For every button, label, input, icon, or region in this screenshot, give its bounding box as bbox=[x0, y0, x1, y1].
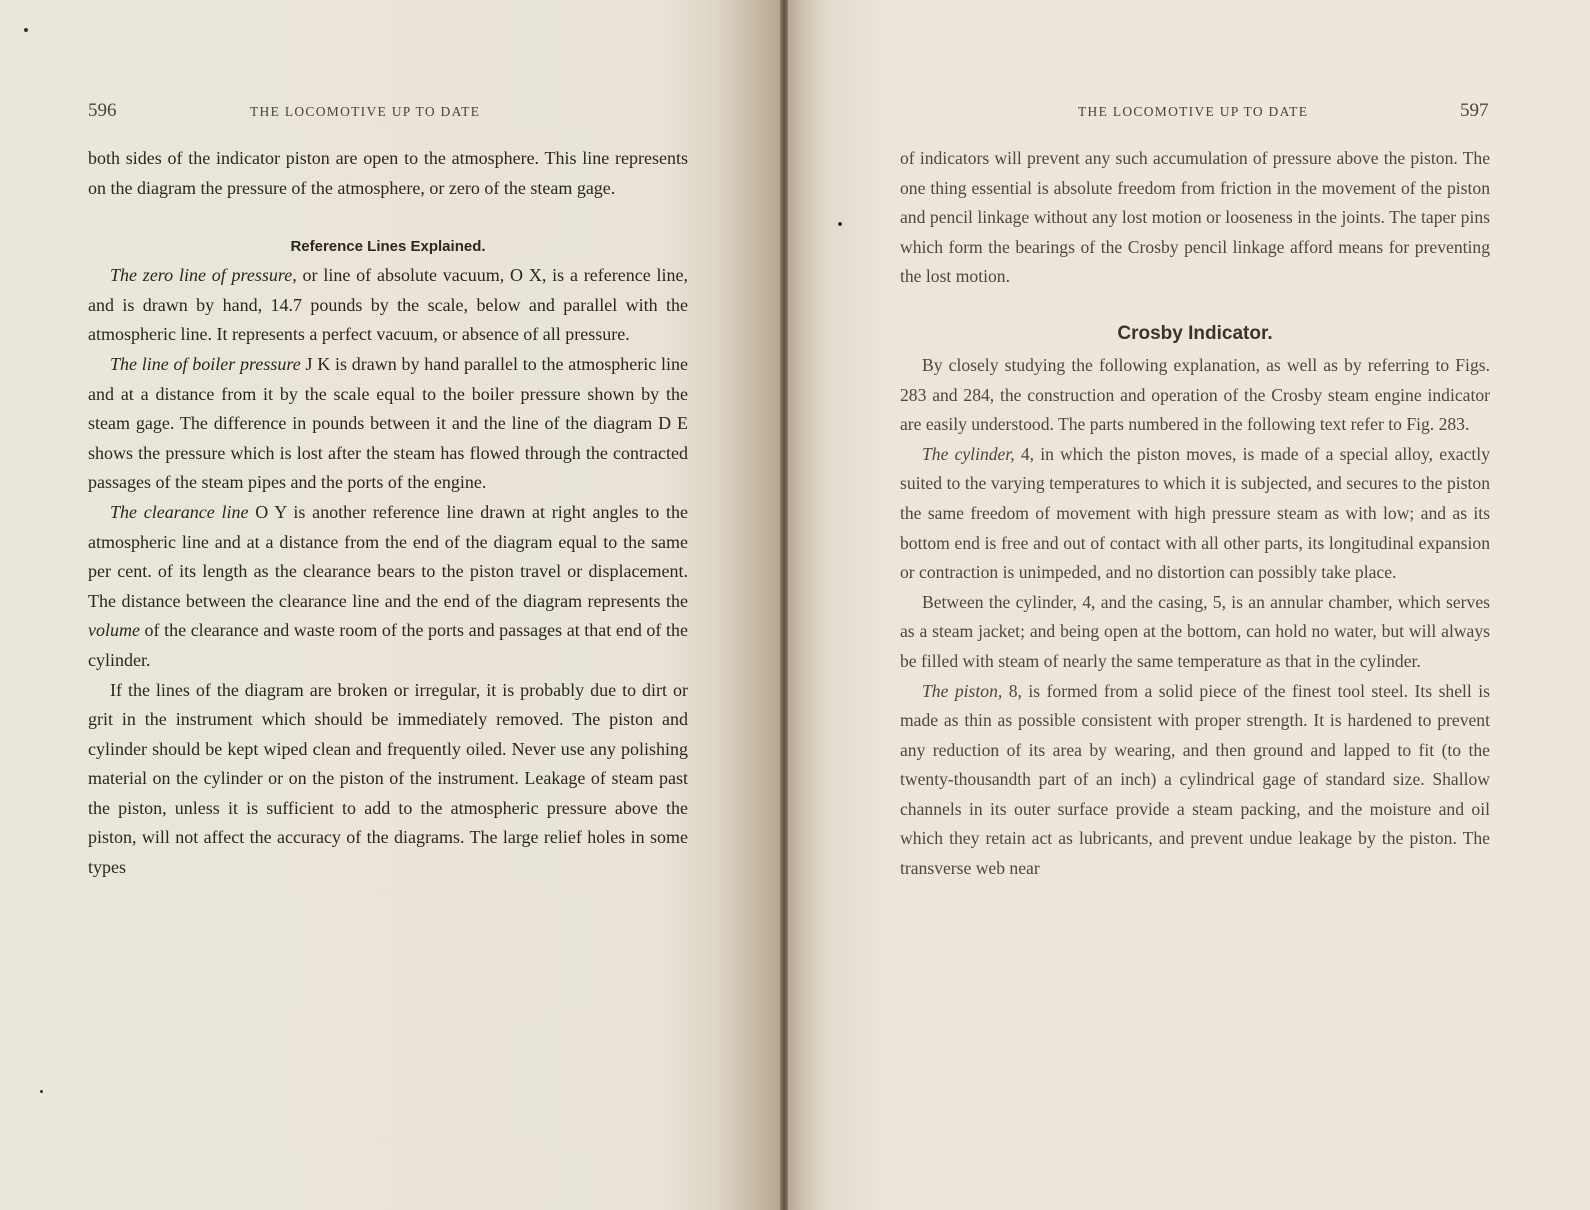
right-running-head bbox=[788, 100, 1590, 124]
paragraph: of indicators will prevent any such accumulation of pressure above the piston. The one thing essential is absolute freedom from friction in the movement of the piston and pencil linkage without any lost motion or looseness in the joints. The taper pins which form the bearings of the Crosby pencil linkage afford means for preventing the lost motion. bbox=[900, 148, 1490, 287]
paragraph-text: 8, is formed from a solid piece of the finest tool steel. Its shell is made as thin as possible consistent with proper strength. It is hardened to prevent any reduction of its area by wearing, and then ground and lapped to fit (to the twenty-thousandth part of an inch) a cylindrical gage of standard size. Shallow channels in its outer surface provide a steam packing, and the moisture and oil which they retain act as lubricants, and prevent undue leakage by the piston. The transverse web near bbox=[900, 680, 1490, 879]
paragraph: both sides of the indicator piston are open to the atmosphere. This line represents on the diagram the pressure of the atmosphere, or zero of the steam gage. bbox=[88, 148, 688, 198]
paragraph-text: or line of absolute vacuum, O X, is a reference line, and is drawn by hand, 14.7 pounds by the scale, below and parallel with the atmospheric line. It represents a perfect vacuum, or absence of all pressure. bbox=[88, 265, 688, 345]
paragraph-text: O Y is another reference line drawn at right angles to the atmospheric line and at a distance from the end of the diagram equal to the same per cent. of its length as the clearance bears to the piston travel or displacement. The distance between the clearance line and the end of the diagram represents the bbox=[88, 501, 688, 611]
page-number: 596 bbox=[88, 100, 117, 121]
italic-term: The zero line of pressure, bbox=[110, 265, 297, 286]
running-title: THE LOCOMOTIVE UP TO DATE bbox=[1078, 104, 1309, 119]
right-body-text bbox=[900, 144, 1490, 884]
book-gutter bbox=[780, 0, 788, 1210]
paragraph: If the lines of the diagram are broken or irregular, it is probably due to dirt or grit in the instrument which should be immediately removed. The piston and cylinder should be kept wiped clean and frequently oiled. Never use any polishing material on the cylinder or on the piston of the instrument. Leakage of steam past the piston, unless it is sufficient to add to the atmospheric pressure above the piston, will not affect the accuracy of the diagrams. The large relief holes in some types bbox=[88, 679, 688, 878]
italic-term: The cylinder, bbox=[922, 443, 1015, 464]
paragraph-text: J K is drawn by hand parallel to the atmospheric line and at a distance from it by the scale equal to the boiler pressure shown by the steam gage. The difference in pounds between it and the line of the diagram D E shows the pressure which is lost after the steam has flowed through the contracted passages of the steam pipes and the ports of the engine. bbox=[88, 353, 688, 493]
italic-term: volume bbox=[88, 620, 140, 641]
right-page bbox=[788, 0, 1590, 1210]
page-number: 597 bbox=[1460, 100, 1489, 121]
paper-speck bbox=[838, 222, 842, 226]
paragraph bbox=[88, 350, 688, 498]
paragraph bbox=[900, 677, 1490, 884]
paper-speck bbox=[24, 28, 28, 32]
section-heading: Crosby Indicator. bbox=[1117, 322, 1273, 344]
paragraph bbox=[88, 261, 688, 350]
paragraph-text: of the clearance and waste room of the ports and passages at that end of the cylinder. bbox=[88, 620, 688, 670]
section-heading: Reference Lines Explained. bbox=[290, 238, 486, 256]
left-body-text bbox=[88, 144, 688, 883]
left-running-head bbox=[0, 100, 780, 124]
running-title: THE LOCOMOTIVE UP TO DATE bbox=[250, 104, 481, 119]
italic-term: The piston, bbox=[922, 680, 1003, 701]
paragraph-text: 4, in which the piston moves, is made of a special alloy, exactly suited to the varying temperatures to which it is subjected, and secures to the piston the same freedom of movement with high pressure steam as with low; and as its bottom end is free and out of contact with all other parts, its longitudinal expansion or contraction is unimpeded, and no distortion can possibly take place. bbox=[900, 443, 1490, 583]
left-page bbox=[0, 0, 780, 1210]
paragraph: Between the cylinder, 4, and the casing, 5, is an annular chamber, which serves as a steam jacket; and being open at the bottom, can hold no water, but will always be filled with steam of nearly the same temperature as that in the cylinder. bbox=[900, 591, 1490, 671]
italic-term: The line of boiler pressure bbox=[110, 353, 301, 374]
paper-speck bbox=[40, 1090, 43, 1093]
paragraph bbox=[900, 440, 1490, 588]
italic-term: The clearance line bbox=[110, 501, 249, 522]
paragraph: By closely studying the following explanation, as well as by referring to Figs. 283 and 284, the construction and operation of the Crosby steam engine indicator are easily understood. The parts numbered in the following text refer to Fig. 283. bbox=[900, 354, 1490, 435]
paragraph bbox=[88, 498, 688, 676]
